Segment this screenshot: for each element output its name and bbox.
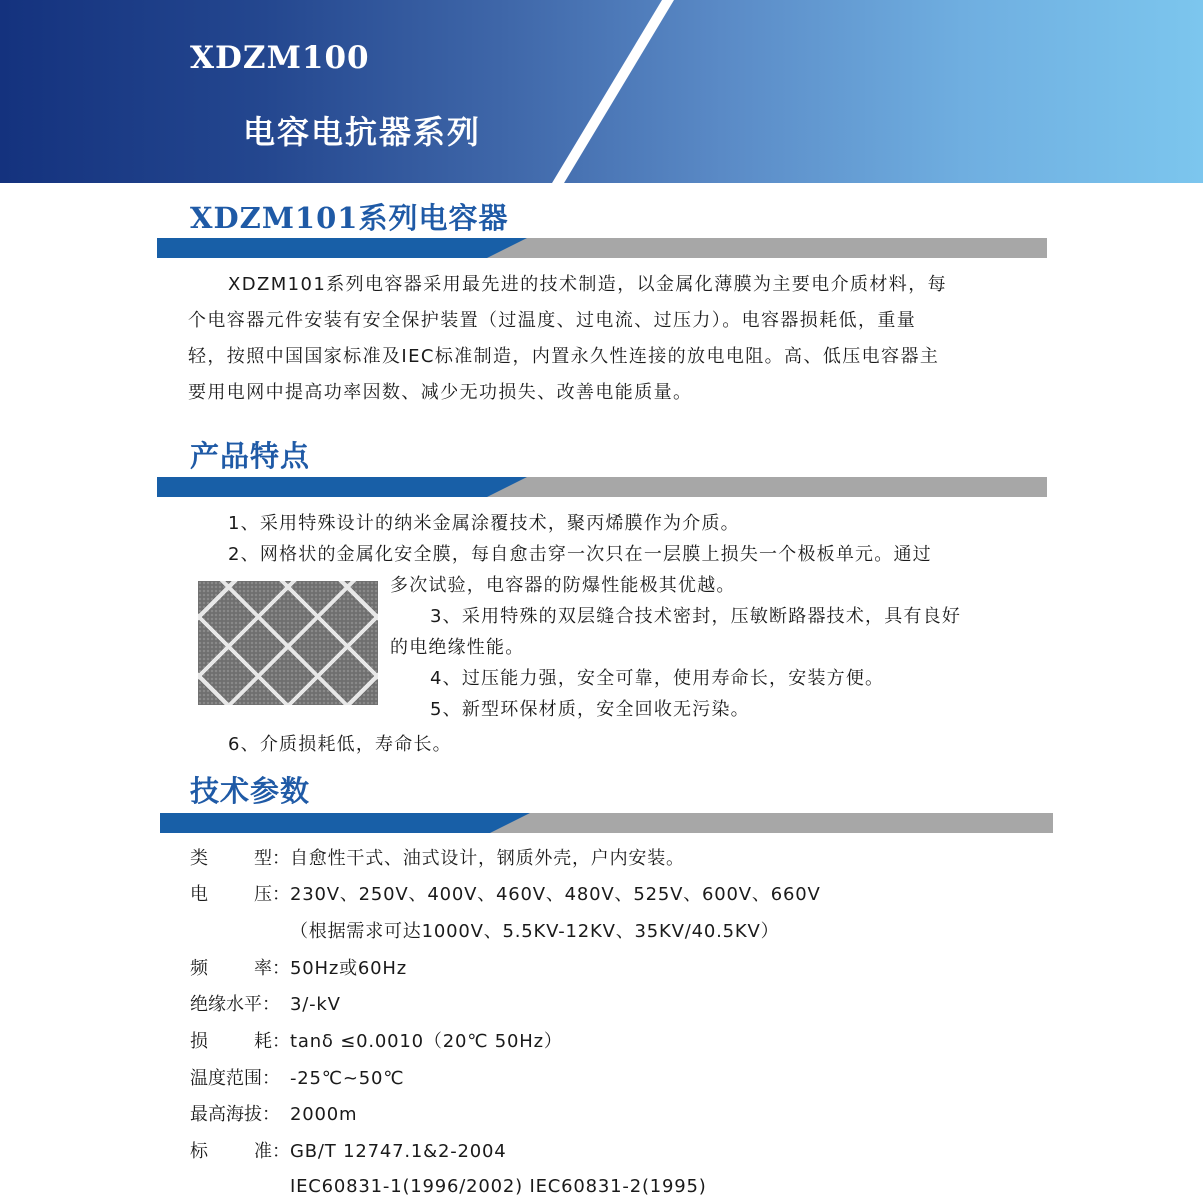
feature-item: 4、过压能力强，安全可靠，使用寿命长，安装方便。 bbox=[430, 668, 885, 689]
section-title-capacitor: XDZM101系列电容器 bbox=[190, 201, 509, 235]
spec-row-frequency bbox=[190, 954, 407, 984]
section-title-features: 产品特点 bbox=[190, 439, 311, 473]
section-divider bbox=[157, 477, 1047, 497]
spec-row-voltage bbox=[190, 880, 821, 910]
spec-row-type bbox=[190, 844, 685, 874]
spec-value: 自愈性干式、油式设计，钢质外壳，户内安装。 bbox=[290, 848, 685, 869]
feature-item: 3、采用特殊的双层缝合技术密封，压敏断路器技术，具有良好 bbox=[430, 606, 962, 627]
spec-row-altitude bbox=[190, 1100, 357, 1130]
header-banner bbox=[0, 0, 1203, 183]
feature-item: 多次试验，电容器的防爆性能极其优越。 bbox=[390, 575, 736, 596]
spec-label: 绝缘水平： bbox=[190, 994, 280, 1015]
spec-value: tanδ ≤0.0010（20℃ 50Hz） bbox=[290, 1031, 563, 1052]
intro-paragraph-line: 要用电网中提高功率因数、减少无功损失、改善电能质量。 bbox=[188, 382, 693, 403]
feature-item: 的电绝缘性能。 bbox=[390, 637, 525, 658]
section-divider bbox=[160, 813, 1053, 833]
feature-item: 5、新型环保材质，安全回收无污染。 bbox=[430, 699, 750, 720]
spec-value: 3/-kV bbox=[290, 994, 341, 1015]
intro-paragraph-line: XDZM101系列电容器采用最先进的技术制造，以金属化薄膜为主要电介质材料，每 bbox=[228, 274, 948, 295]
spec-label: 标 准： bbox=[190, 1141, 290, 1162]
spec-standard-extra: IEC60831-1(1996/2002) IEC60831-2(1995) bbox=[290, 1176, 707, 1197]
spec-label: 电 压： bbox=[190, 884, 290, 905]
spec-label: 类 型： bbox=[190, 848, 290, 869]
metallized-mesh-image bbox=[198, 581, 378, 705]
spec-value: GB/T 12747.1&2-2004 bbox=[290, 1141, 507, 1162]
feature-item: 1、采用特殊设计的纳米金属涂覆技术，聚丙烯膜作为介质。 bbox=[228, 513, 740, 534]
feature-item: 2、网格状的金属化安全膜，每自愈击穿一次只在一层膜上损失一个极板单元。通过 bbox=[228, 544, 932, 565]
spec-label: 损 耗： bbox=[190, 1031, 290, 1052]
section-title-specs: 技术参数 bbox=[190, 774, 311, 808]
spec-value: 2000m bbox=[290, 1104, 358, 1125]
spec-value: -25℃~50℃ bbox=[290, 1068, 405, 1089]
banner-series-title: 电容电抗器系列 bbox=[243, 113, 482, 151]
section-divider bbox=[157, 238, 1047, 258]
spec-row-insulation bbox=[190, 990, 341, 1020]
spec-row-temperature bbox=[190, 1064, 404, 1094]
spec-row-loss bbox=[190, 1027, 563, 1057]
intro-paragraph-line: 轻，按照中国国家标准及IEC标准制造，内置永久性连接的放电电阻。高、低压电容器主 bbox=[188, 346, 940, 367]
spec-value: 50Hz或60Hz bbox=[290, 958, 407, 979]
banner-diagonal-stripe bbox=[542, 0, 680, 183]
intro-paragraph-line: 个电容器元件安装有安全保护装置（过温度、过电流、过压力）。电容器损耗低，重量 bbox=[188, 310, 917, 331]
spec-row-standard bbox=[190, 1137, 507, 1167]
feature-item: 6、介质损耗低，寿命长。 bbox=[228, 734, 452, 755]
spec-value: 230V、250V、400V、460V、480V、525V、600V、660V bbox=[290, 884, 821, 905]
spec-label: 最高海拔： bbox=[190, 1104, 280, 1125]
banner-model-title: XDZM100 bbox=[190, 40, 370, 76]
spec-label: 温度范围： bbox=[190, 1068, 280, 1089]
spec-voltage-note: （根据需求可达1000V、5.5KV-12KV、35KV/40.5KV） bbox=[290, 921, 780, 942]
spec-label: 频 率： bbox=[190, 958, 290, 979]
